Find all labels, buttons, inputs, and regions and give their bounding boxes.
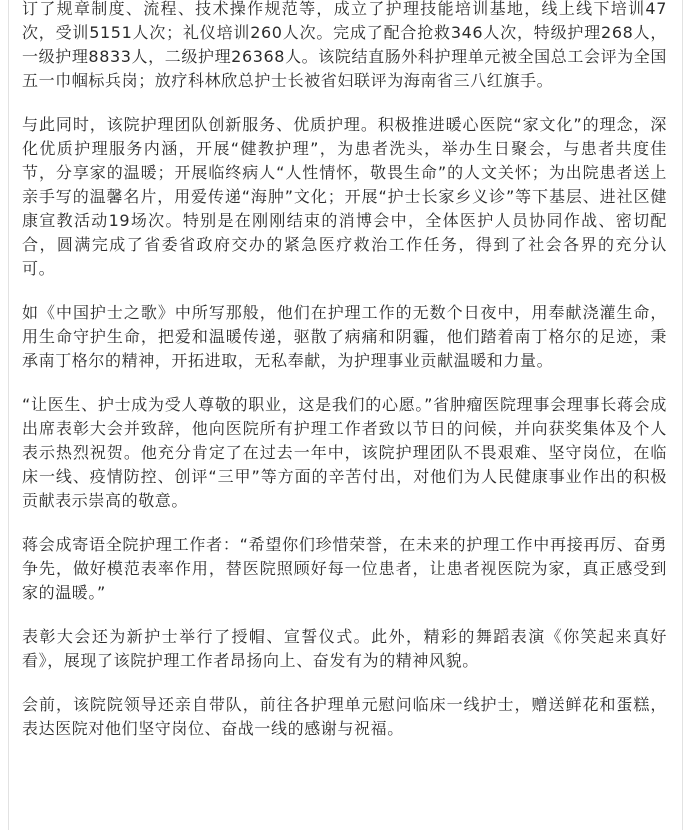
paragraph-ceremony: 表彰大会还为新护士举行了授帽、宣誓仪式。此外，精彩的舞蹈表演《你笑起来真好看》，展现了该院护理工作者昂扬向上、奋发有为的精神风貌。 [22,627,667,670]
left-border-line [8,0,9,830]
paragraph-training-stats: 订了规章制度、流程、技术操作规范等，成立了护理技能培训基地，线上线下培训47次，受训5151人次；礼仪培训260人次。完成了配合抢救346人次，特级护理268人，一级护理8833人，二级护理26368人。该院结直肠外科护理单元被全国总工会评为全国五一巾帼标兵岗；放疗科林欣总护士长被省妇联评为海南省三八红旗手。 [22,0,667,90]
paragraph-condolence-visit: 会前，该院院领导还亲自带队，前往各护理单元慰问临床一线护士，赠送鲜花和蛋糕，表达医院对他们坚守岗位、奋战一线的感谢与祝福。 [22,695,667,738]
paragraph-chairman-message: 蒋会成寄语全院护理工作者：“希望你们珍惜荣誉，在未来的护理工作中再接再厉、奋勇争先，做好模范表率作用，替医院照顾好每一位患者，让患者视医院为家，真正感受到家的温暖。” [22,535,667,602]
right-border-line [682,0,683,830]
paragraph-nurse-song: 如《中国护士之歌》中所写那般，他们在护理工作的无数个日夜中，用奉献浇灌生命，用生命守护生命，把爱和温暖传递，驱散了病痛和阴霾，他们踏着南丁格尔的足迹，秉承南丁格尔的精神，开拓进取，无私奉献，为护理事业贡献温暖和力量。 [22,303,667,370]
paragraph-quality-care: 与此同时，该院护理团队创新服务、优质护理。积极推进暖心医院“家文化”的理念，深化优质护理服务内涵，开展“健教护理”，为患者洗头，举办生日聚会，与患者共度佳节，分享家的温暖；开展临终病人“人性情怀，敬畏生命”的人文关怀；为出院患者送上亲手写的温馨名片，用爱传递“海肿”文化；开展“护士长家乡义诊”等下基层、进社区健康宣教活动19场次。特别是在刚刚结束的消博会中，全体医护人员协同作战、密切配合，圆满完成了省委省政府交办的紧急医疗救治工作任务，得到了社会各界的充分认可。 [22,115,667,278]
paragraph-chairman-speech: “让医生、护士成为受人尊敬的职业，这是我们的心愿。”省肿瘤医院理事会理事长蒋会成出席表彰大会并致辞，他向医院所有护理工作者致以节日的问候，并向获奖集体及个人表示热烈祝贺。他充分肯定了在过去一年中，该院护理团队不畏艰难、坚守岗位，在临床一线、疫情防控、创评“三甲”等方面的辛苦付出，对他们为人民健康事业作出的积极贡献表示崇高的敬意。 [22,395,667,510]
article-body [22,0,667,761]
